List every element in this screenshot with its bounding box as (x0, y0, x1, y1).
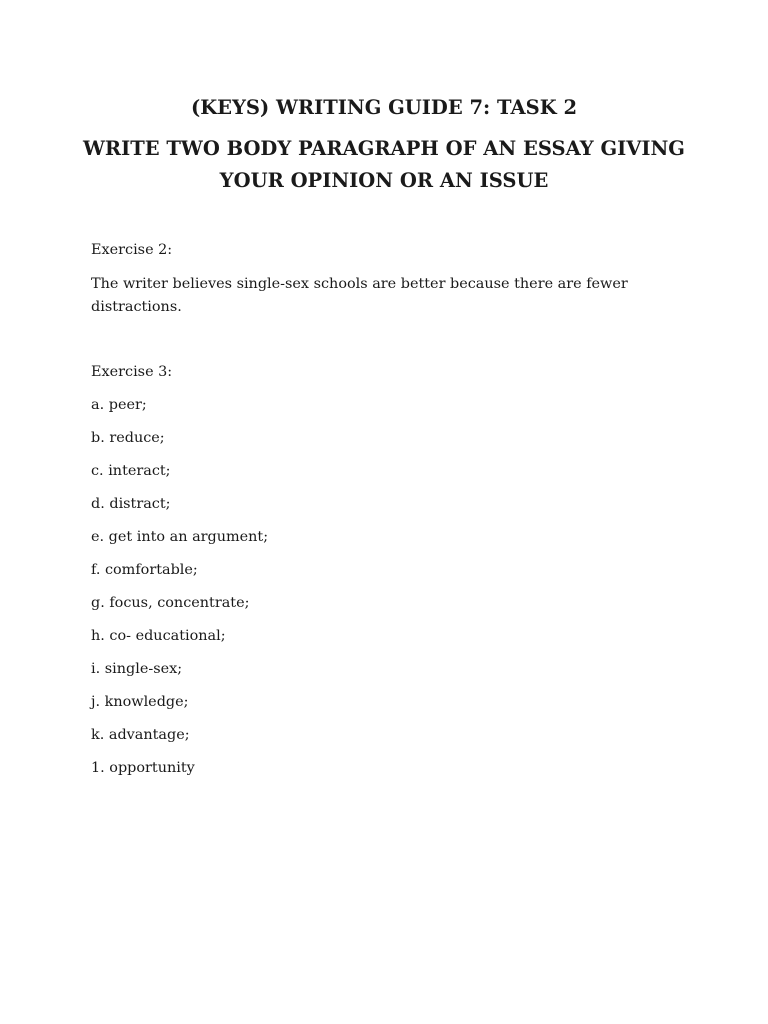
list-item: 1. opportunity (91, 760, 195, 776)
list-item: b. reduce; (91, 430, 165, 446)
exercise-2-label: Exercise 2: (91, 242, 173, 258)
exercise-2-answer (91, 273, 691, 319)
list-item: g. focus, concentrate; (91, 595, 250, 611)
list-item: h. co- educational; (91, 628, 226, 644)
exercise-3-label: Exercise 3: (91, 364, 173, 380)
list-item: i. single-sex; (91, 661, 183, 677)
subtitle-line-2: YOUR OPINION OR AN ISSUE (219, 169, 549, 192)
exercise-2-answer-line-2: distractions. (91, 299, 182, 315)
document-subtitle (0, 133, 768, 197)
list-item: d. distract; (91, 496, 171, 512)
document-title: (KEYS) WRITING GUIDE 7: TASK 2 (190, 96, 578, 119)
list-item: k. advantage; (91, 727, 190, 743)
list-item: c. interact; (91, 463, 171, 479)
list-item: a. peer; (91, 397, 147, 413)
exercise-2-answer-line-1: The writer believes single-sex schools are better because there are fewer (91, 276, 628, 292)
list-item: e. get into an argument; (91, 529, 269, 545)
list-item: j. knowledge; (91, 694, 189, 710)
subtitle-line-1: WRITE TWO BODY PARAGRAPH OF AN ESSAY GIVING (83, 137, 685, 160)
list-item: f. comfortable; (91, 562, 198, 578)
